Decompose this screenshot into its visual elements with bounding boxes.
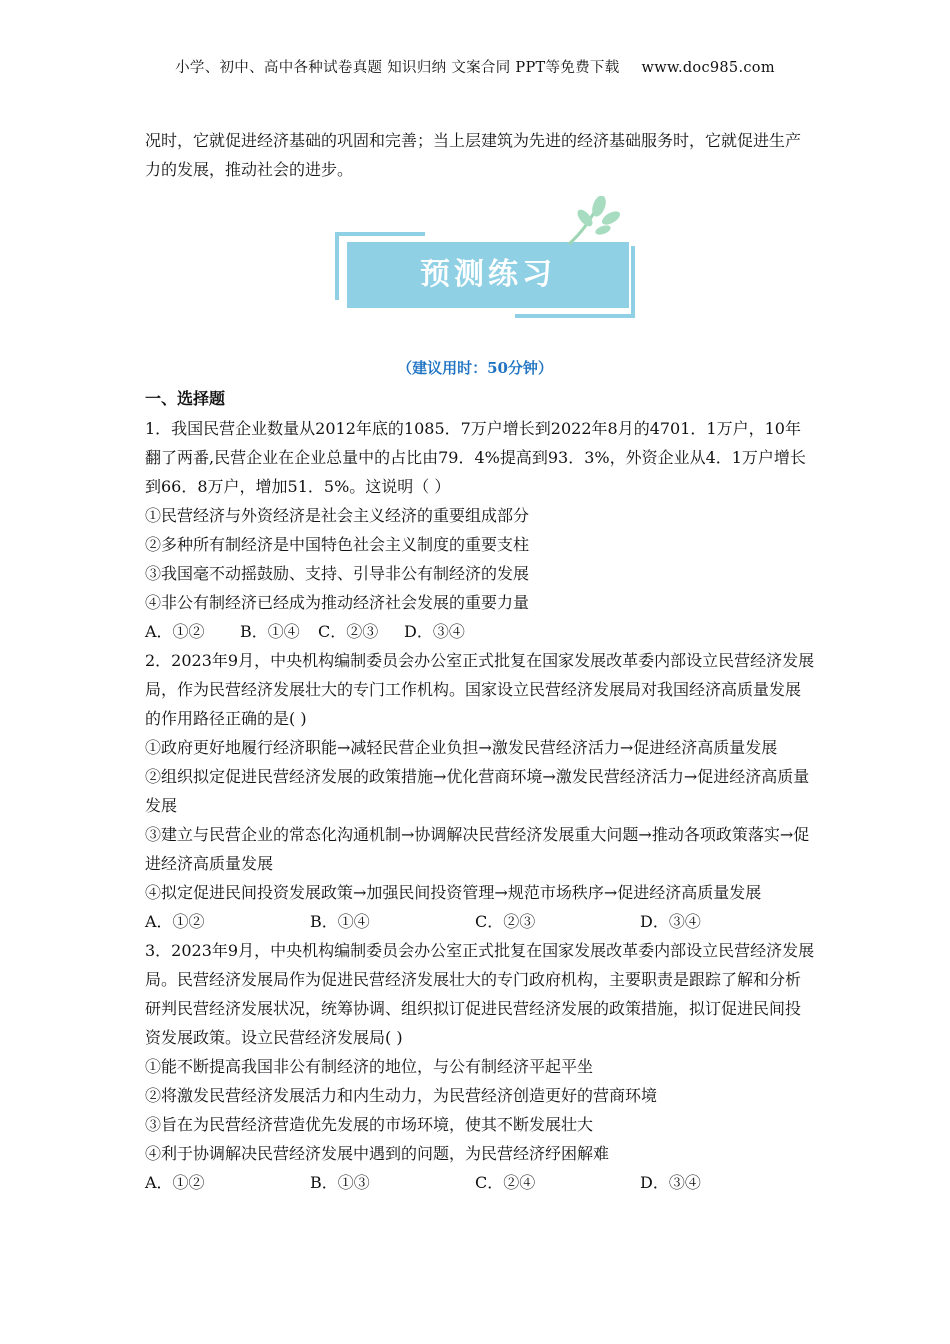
statement-item: ④利于协调解决民营经济发展中遇到的问题，为民营经济纾困解难 <box>145 1144 610 1163</box>
answer-options <box>145 1168 815 1197</box>
questions-list <box>145 414 815 1197</box>
banner-frame <box>631 246 635 318</box>
statement-item: ③建立与民营企业的常态化沟通机制→协调解决民营经济发展重大问题→推动各项政策落实→促进经济高质量发展 <box>145 825 810 873</box>
option-c[interactable]: C．②④ <box>475 1173 536 1192</box>
statement-item: ①民营经济与外资经济是社会主义经济的重要组成部分 <box>145 506 530 525</box>
banner-frame <box>335 232 339 300</box>
statement-item: ③我国毫不动摇鼓励、支持、引导非公有制经济的发展 <box>145 564 530 583</box>
question-3 <box>145 936 815 1197</box>
statement-item: ③旨在为民营经济营造优先发展的市场环境，使其不断发展壮大 <box>145 1115 594 1134</box>
option-c[interactable]: C．②③ <box>318 622 379 641</box>
statement-item: ②将激发民营经济发展活力和内生动力，为民营经济创造更好的营商环境 <box>145 1086 658 1105</box>
header-text: 小学、初中、高中各种试卷真题 知识归纳 文案合同 PPT等免费下载 <box>175 60 620 76</box>
answer-options <box>145 617 815 646</box>
statement-item: ④拟定促进民间投资发展政策→加强民间投资管理→规范市场秩序→促进经济高质量发展 <box>145 883 762 902</box>
statement-item: ①能不断提高我国非公有制经济的地位，与公有制经济平起平坐 <box>145 1057 594 1076</box>
page-header <box>0 56 950 77</box>
banner-frame <box>515 314 635 318</box>
option-d[interactable]: D．③④ <box>404 622 465 641</box>
statement-item: ①政府更好地履行经济职能→减轻民营企业负担→激发民营经济活力→促进经济高质量发展 <box>145 738 778 757</box>
banner-title: 预测练习 <box>420 257 556 292</box>
option-a[interactable]: A．①② <box>145 622 205 641</box>
question-1 <box>145 414 815 646</box>
option-d[interactable]: D．③④ <box>640 912 701 931</box>
banner-frame <box>335 232 425 236</box>
header-site-link[interactable]: www.doc985.com <box>641 60 775 76</box>
leaf-icon <box>559 196 629 246</box>
statement-item: ②组织拟定促进民营经济发展的政策措施→优化营商环境→激发民营经济活力→促进经济高质量发展 <box>145 767 810 815</box>
option-b[interactable]: B．①④ <box>240 622 300 641</box>
option-d[interactable]: D．③④ <box>640 1173 701 1192</box>
question-stem: 1．我国民营企业数量从2012年底的1085．7万户增长到2022年8月的4701．1万户，10年翻了两番,民营企业在企业总量中的占比由79．4%提高到93．3%，外资企业从4．1万户增长到66．8万户，增加51．5%。这说明（ ） <box>145 419 806 496</box>
question-stem: 2．2023年9月，中央机构编制委员会办公室正式批复在国家发展改革委内部设立民营经济发展局，作为民营经济发展壮大的专门工作机构。国家设立民营经济发展局对我国经济高质量发展的作用路径正确的是( ) <box>145 651 815 728</box>
suggested-time: （建议用时：50分钟） <box>397 359 553 377</box>
option-a[interactable]: A．①② <box>145 1173 205 1192</box>
statement-item: ④非公有制经济已经成为推动经济社会发展的重要力量 <box>145 593 530 612</box>
option-b[interactable]: B．①③ <box>310 1173 370 1192</box>
option-b[interactable]: B．①④ <box>310 912 370 931</box>
section-banner <box>335 196 635 322</box>
option-c[interactable]: C．②③ <box>475 912 536 931</box>
section-title: 一、选择题 <box>145 389 226 408</box>
answer-options <box>145 907 815 936</box>
question-stem: 3．2023年9月，中央机构编制委员会办公室正式批复在国家发展改革委内部设立民营经济发展局。民营经济发展局作为促进民营经济发展壮大的专门政府机构，主要职责是跟踪了解和分析研判民营经济发展状况，统筹协调、组织拟订促进民营经济发展的政策措施，拟订促进民间投资发展政策。设立民营经济发展局( ) <box>145 941 815 1047</box>
intro-paragraph: 况时，它就促进经济基础的巩固和完善；当上层建筑为先进的经济基础服务时，它就促进生产力的发展，推动社会的进步。 <box>145 131 802 179</box>
question-2 <box>145 646 815 936</box>
statement-item: ②多种所有制经济是中国特色社会主义制度的重要支柱 <box>145 535 530 554</box>
option-a[interactable]: A．①② <box>145 912 205 931</box>
